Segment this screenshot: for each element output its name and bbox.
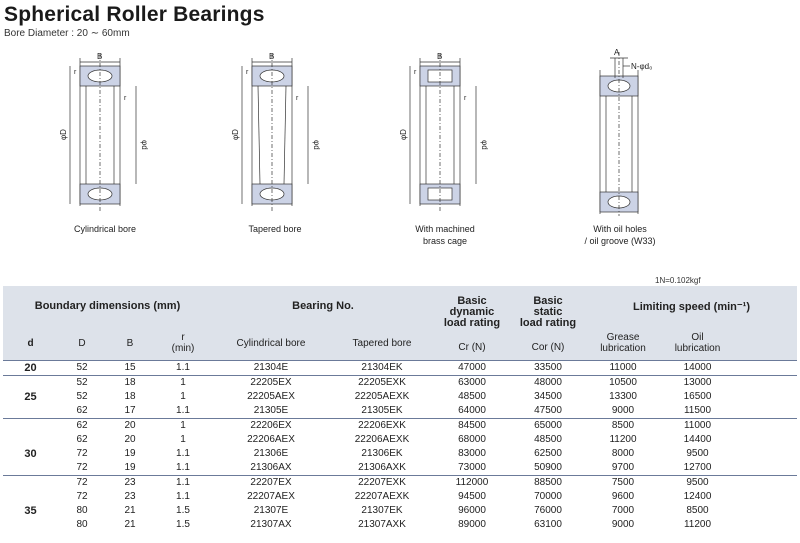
cell-oil: 9500 [660,476,735,491]
caption-tapered-bore: Tapered bore [248,224,302,234]
table-row [3,518,797,532]
header-cr: Cr (N) [458,342,486,353]
cell-cor: 47500 [534,405,562,416]
table-row [3,490,797,504]
cell-b: 15 [106,361,154,376]
cell-b: 23 [124,491,136,502]
cell-d [3,461,58,476]
cell-tapered: 21306EK [361,448,403,459]
groove-width-label: A [614,48,620,57]
cell-cylindrical: 22205EX [212,376,330,391]
cell-spacer [735,490,797,504]
cell-tapered: 21307AXK [358,519,406,530]
caption-line: brass cage [422,236,468,246]
cell-cor: 62500 [534,448,562,459]
cell-outer-d: 80 [76,519,88,530]
header-grease [586,326,660,361]
cell-b: 20 [106,419,154,434]
cell-outer-d: 62 [58,419,106,434]
cell-b: 18 [124,391,136,402]
cell-d [3,433,58,447]
cell-r: 1.5 [176,519,190,530]
cell-spacer [735,476,797,491]
header-oil [660,326,735,361]
inner-diameter-label: φd [312,140,321,150]
cell-cor: 88500 [510,476,586,491]
cell-grease: 9000 [611,405,635,416]
radius-label: r [464,95,467,102]
header-line: r [181,332,185,343]
cell-outer-d: 62 [76,434,88,445]
cell-spacer [735,361,797,376]
cell-cylindrical: 22207EX [212,476,330,491]
cell-outer-d: 80 [76,505,88,516]
cell-d [3,404,58,419]
cell-r: 1.1 [176,491,190,502]
table-row [3,419,797,434]
cell-b: 19 [124,448,136,459]
cell-d: 20 [3,361,58,376]
cell-d [3,419,58,434]
table-row [3,447,797,461]
caption-oil-holes [555,223,685,247]
cell-b: 21 [124,519,136,530]
header-line: lubrication [600,343,646,354]
cell-grease: 9000 [611,519,635,530]
cell-r: 1 [154,376,212,391]
cell-oil: 9500 [686,448,709,459]
cell-grease: 8000 [611,448,635,459]
header-line: Basic [457,295,487,307]
outer-diameter-label: φD [399,129,408,140]
cell-outer-d: 52 [58,376,106,391]
header-line: Oil [691,332,704,343]
cell-cylindrical: 21306E [253,448,289,459]
caption-machined-brass-cage [380,223,510,247]
header-line: lubrication [674,343,721,354]
width-label: B [269,52,275,61]
table-row [3,504,797,518]
header-d: d [3,326,58,361]
cell-cor: 65000 [510,419,586,434]
header-cylindrical-bore: Cylindrical bore [212,326,330,361]
cell-oil: 11500 [683,405,712,416]
cell-cylindrical: 21307E [253,505,289,516]
table-row [3,461,797,476]
table-row [3,404,797,419]
radius-label: r [74,69,77,76]
cell-tapered: 21305EK [361,405,403,416]
cell-tapered: 21304EK [330,361,434,376]
cell-spacer [735,419,797,434]
caption-cylindrical-bore: Cylindrical bore [73,224,137,234]
unit-note: 1N=0.102kgf [655,276,701,285]
cell-b: 17 [124,405,136,416]
cell-cr: 48500 [458,391,486,402]
cell-b: 23 [106,476,154,491]
radius-label: r [296,95,299,102]
cell-b: 19 [124,462,136,473]
cell-outer-d: 72 [76,448,88,459]
cell-oil: 12700 [683,462,712,473]
cell-oil: 11200 [683,519,712,530]
cell-tapered: 22207EXK [330,476,434,491]
page-title: Spherical Roller Bearings [4,3,265,26]
cell-r: 1.1 [176,448,190,459]
header-line: load rating [443,317,501,329]
bearing-table [3,286,797,532]
header-line: static [533,306,563,318]
cell-cr: 73000 [458,462,486,473]
radius-label: r [124,95,127,102]
cell-cr: 68000 [458,434,486,445]
cell-cor: 48000 [510,376,586,391]
header-spacer [735,326,797,361]
cell-cylindrical: 22206EX [212,419,330,434]
cell-cr: 47000 [434,361,510,376]
header-bearing-no: Bearing No. [212,286,434,326]
cell-spacer [735,390,797,404]
cell-oil: 11000 [660,419,735,434]
cell-tapered: 22207AEXK [354,491,410,502]
cell-outer-d: 72 [76,462,88,473]
table-row [3,376,797,391]
cell-grease: 11200 [609,434,637,445]
outer-diameter-label: φD [231,129,240,140]
cell-spacer [735,461,797,476]
width-label: B [97,52,103,61]
cell-tapered: 22206EXK [330,419,434,434]
cell-cr: 83000 [458,448,486,459]
header-tapered-bore: Tapered bore [330,326,434,361]
table-body [3,361,797,533]
cell-tapered: 22205AEXK [354,391,410,402]
cell-spacer [735,447,797,461]
header-boundary-dimensions: Boundary dimensions (mm) [3,286,212,326]
cell-grease: 9600 [611,491,635,502]
inner-diameter-label: φd [480,140,489,150]
cell-d [3,376,58,391]
cell-b: 21 [124,505,136,516]
cell-d [3,518,58,532]
caption-line: With machined [415,224,475,234]
cell-cr: 96000 [458,505,486,516]
cell-r: 1.5 [176,505,190,516]
cell-r: 1.1 [176,405,190,416]
cell-cylindrical: 21307AX [250,519,292,530]
oil-hole-label: N-φd₀ [631,62,653,71]
header-line: (min) [171,343,195,354]
cell-outer-d: 62 [76,405,88,416]
diagram-cylindrical-bore [60,44,150,214]
cell-outer-d: 72 [76,491,88,502]
cell-cr: 84500 [434,419,510,434]
cell-d: 25 [24,391,37,403]
cell-d [3,490,58,504]
cell-spacer [735,376,797,391]
page-subtitle: Bore Diameter : 20 ∼ 60mm [4,28,130,39]
cell-r: 1 [180,434,186,445]
header-line: load rating [519,317,577,329]
cell-cor: 76000 [534,505,562,516]
cell-outer-d: 52 [58,361,106,376]
cell-d [3,476,58,491]
cell-spacer [735,404,797,419]
caption-line: With oil holes [593,224,647,234]
cell-grease: 7000 [611,505,635,516]
header-b: B [106,326,154,361]
header-limiting-speed: Limiting speed (min⁻¹) [586,286,797,326]
cell-cor: 63100 [534,519,562,530]
cell-cor: 70000 [534,491,562,502]
cell-grease: 13300 [609,391,637,402]
cell-outer-d: 72 [58,476,106,491]
cell-cr: 112000 [434,476,510,491]
width-label: B [437,52,443,61]
cell-r: 1 [154,419,212,434]
cell-outer-d: 52 [76,391,88,402]
cell-tapered: 21307EK [361,505,403,516]
header-cor: Cor (N) [531,342,565,353]
cell-grease: 8500 [586,419,660,434]
cell-cylindrical: 22205AEX [247,391,295,402]
cell-cylindrical: 22207AEX [247,491,295,502]
cell-cylindrical: 21306AX [250,462,292,473]
cell-cor: 33500 [510,361,586,376]
header-line: Basic [533,295,563,307]
radius-label: r [246,69,249,76]
cell-tapered: 21306AXK [358,462,406,473]
cell-tapered: 22206AEXK [354,434,410,445]
inner-diameter-label: φd [140,140,149,150]
outer-diameter-label: φD [59,129,68,140]
cell-oil: 14400 [683,434,712,445]
cell-grease: 7500 [586,476,660,491]
table-row [3,390,797,404]
header-r [154,326,212,361]
caption-line: / oil groove (W33) [584,236,656,246]
cell-oil: 12400 [683,491,712,502]
header-static-load [510,286,586,361]
cell-oil: 8500 [686,505,709,516]
cell-oil: 14000 [660,361,735,376]
cell-r: 1 [180,391,186,402]
cell-b: 20 [124,434,136,445]
cell-cr: 63000 [434,376,510,391]
header-line: Grease [606,332,640,343]
cell-cylindrical: 21305E [253,405,289,416]
cell-oil: 13000 [660,376,735,391]
table-row [3,433,797,447]
header-outer-d: D [58,326,106,361]
cell-cr: 64000 [458,405,486,416]
cell-spacer [735,504,797,518]
cell-r: 1.1 [154,476,212,491]
cell-r: 1.1 [154,361,212,376]
cell-cor: 34500 [534,391,562,402]
cell-cor: 48500 [534,434,562,445]
cell-tapered: 22205EXK [330,376,434,391]
header-dynamic-load [434,286,510,361]
cell-grease: 10500 [586,376,660,391]
cell-spacer [735,433,797,447]
cell-grease: 11000 [586,361,660,376]
cell-d: 30 [24,448,37,460]
cell-cor: 50900 [534,462,562,473]
diagram-machined-brass-cage [400,44,490,214]
cell-cr: 94500 [458,491,486,502]
diagram-tapered-bore [232,44,322,214]
radius-label: r [414,69,417,76]
cell-cylindrical: 22206AEX [247,434,295,445]
cell-cr: 89000 [458,519,486,530]
table-row [3,476,797,491]
cell-cylindrical: 21304E [212,361,330,376]
cell-d: 35 [24,505,37,517]
cell-spacer [735,518,797,532]
cell-grease: 9700 [611,462,635,473]
cell-b: 18 [106,376,154,391]
diagram-oil-holes [580,44,670,219]
table-row [3,361,797,376]
cell-oil: 16500 [683,391,712,402]
header-line: dynamic [449,306,495,318]
cell-r: 1.1 [176,462,190,473]
